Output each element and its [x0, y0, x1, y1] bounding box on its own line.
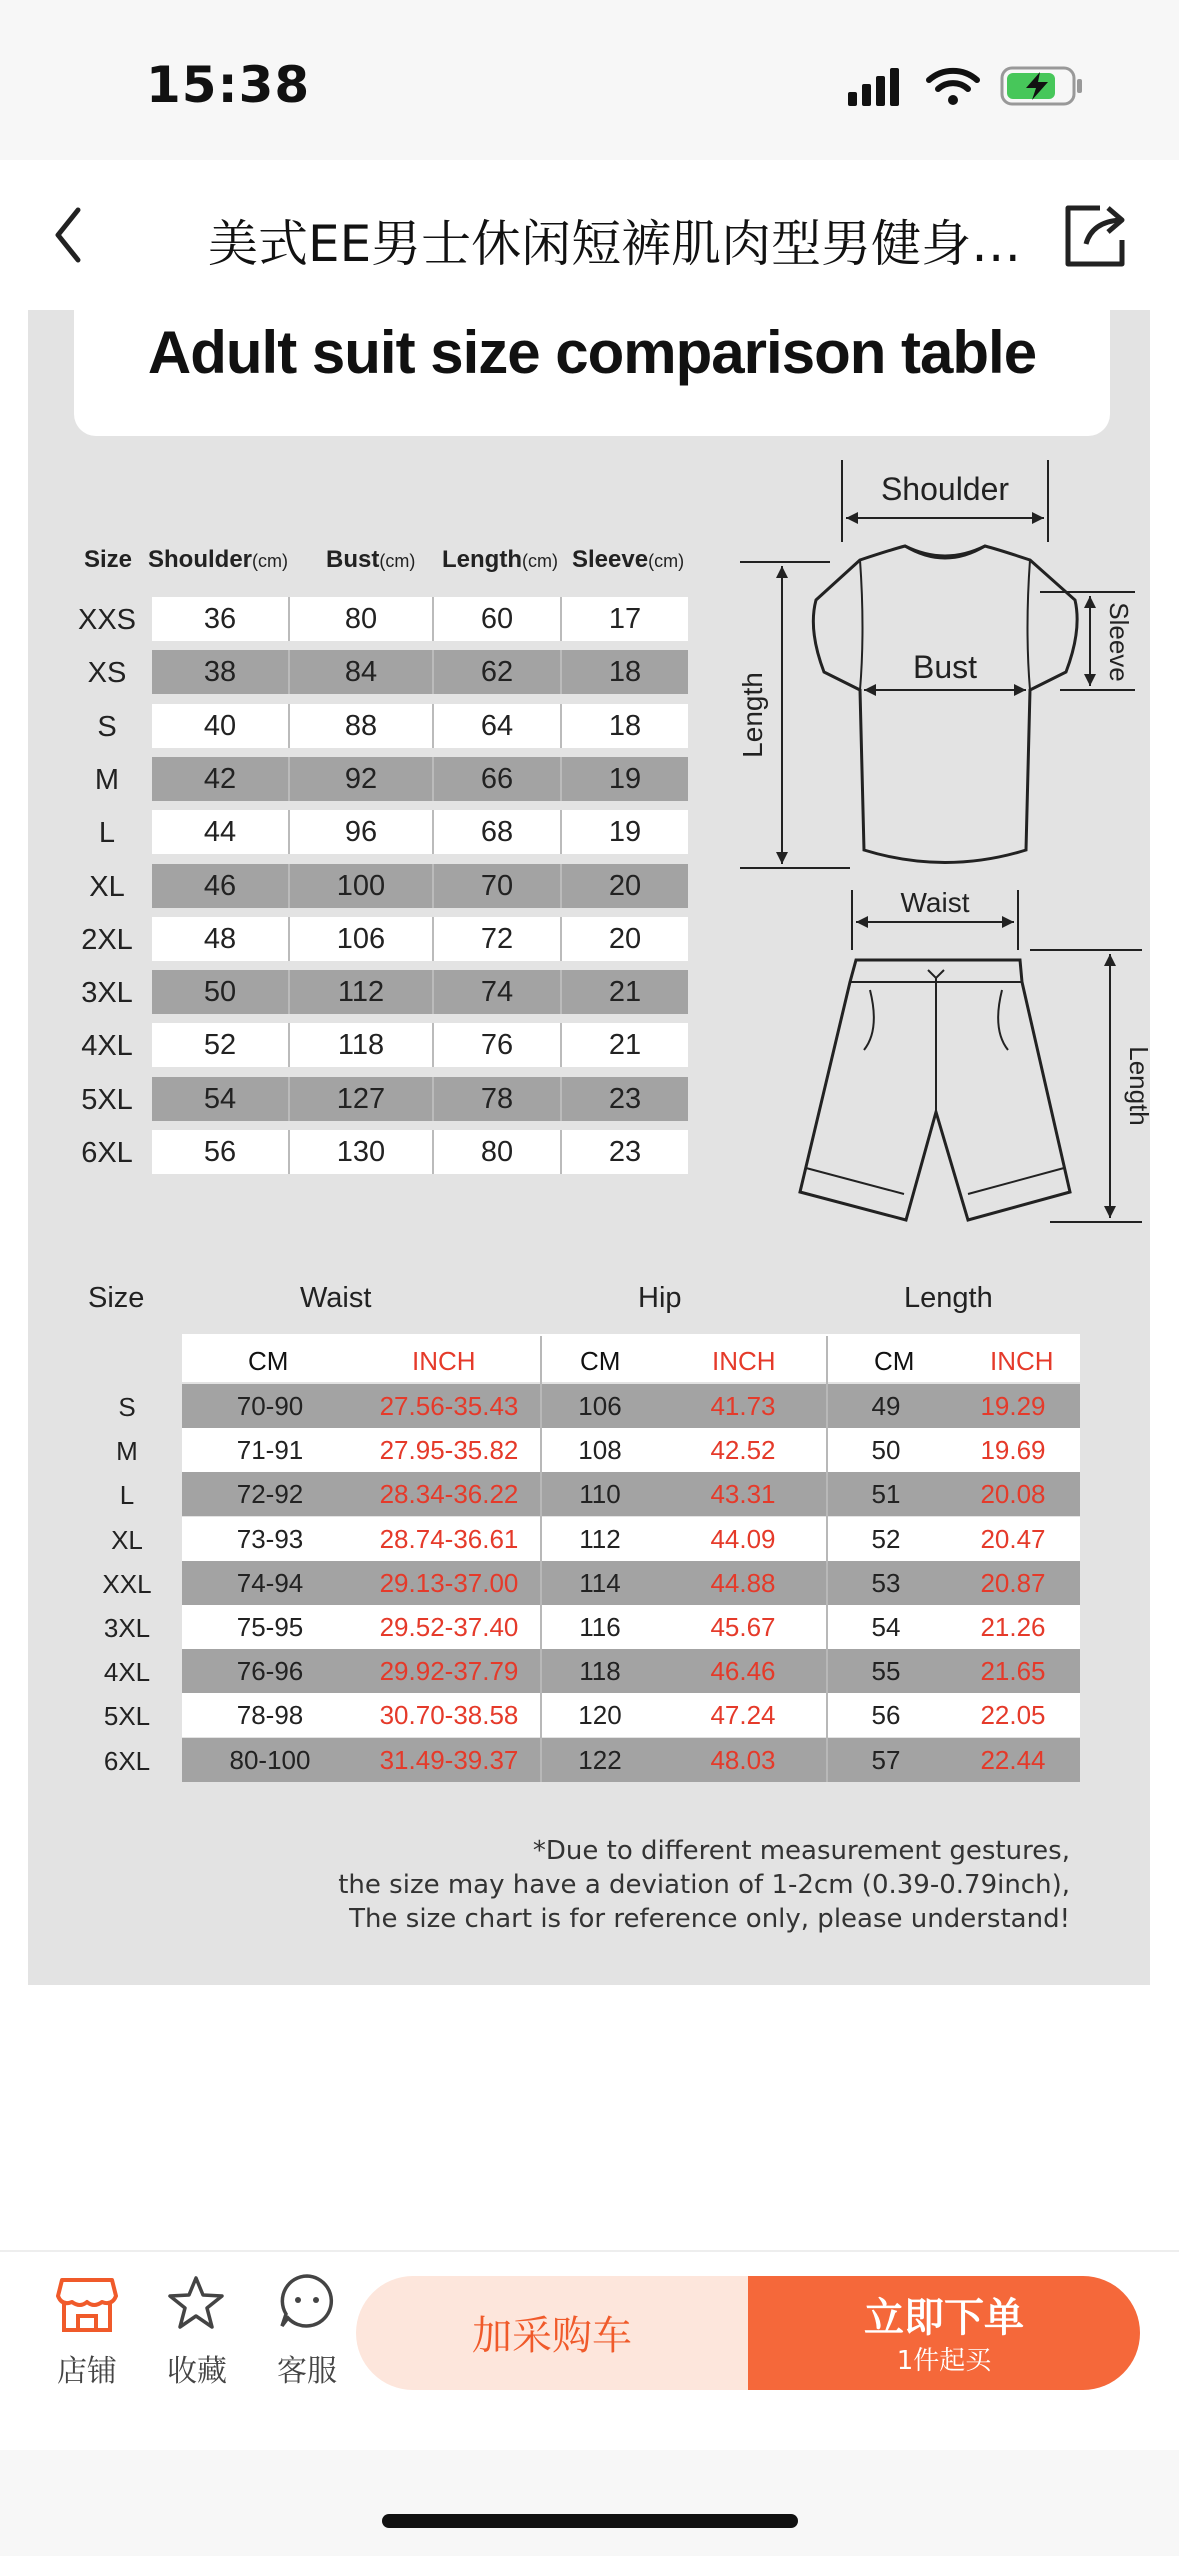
t2-cell-len-in: 20.47 [980, 1524, 1046, 1554]
t2-cell-waist-cm: 78-98 [236, 1700, 304, 1730]
t2-cell-hip-in: 48.03 [710, 1745, 776, 1775]
t1-table-row [152, 597, 688, 641]
t2-cell-len-cm: 53 [871, 1568, 901, 1598]
t2-unit-row [182, 1334, 1080, 1382]
t1-cell-bust: 100 [290, 864, 434, 908]
t1-cell-shoulder: 48 [152, 917, 290, 961]
t2-cell-len-cm: 49 [871, 1391, 901, 1421]
t1-cell-sleeve: 23 [608, 1136, 642, 1168]
t1-cell-bust: 92 [290, 757, 434, 801]
t2-cell-waist-cm: 80-100 [229, 1745, 311, 1775]
diagram-bust-label: Bust [912, 649, 978, 685]
t2-table-row [182, 1517, 1080, 1561]
t2-divider-1 [540, 1336, 542, 1782]
t2-unit-waist-cm: CM [248, 1346, 289, 1376]
t1-cell-shoulder: 56 [152, 1130, 290, 1174]
diagram-shirt-length-label: Length [737, 672, 768, 758]
share-icon[interactable] [1060, 200, 1130, 270]
t1-cell-shoulder: 42 [152, 757, 290, 801]
t1-cell-sleeve: 18 [608, 656, 642, 688]
service-label[interactable]: 客服 [277, 2354, 337, 2389]
t2-size-label: 5XL [103, 1701, 151, 1731]
t1-cell-length: 72 [434, 917, 562, 961]
t1-cell-bust: 127 [290, 1077, 434, 1121]
t1-cell-bust: 106 [290, 917, 434, 961]
t1-cell-sleeve: 20 [608, 870, 642, 902]
t1-cell-length: 68 [434, 810, 562, 854]
t2-table-row [182, 1738, 1080, 1782]
t2-cell-len-cm: 55 [871, 1656, 901, 1686]
signal-icon [846, 66, 910, 110]
t1-table-row [152, 864, 688, 908]
t2-unit-hip-cm: CM [580, 1346, 621, 1376]
t1-cell-sleeve: 17 [608, 603, 642, 635]
t2-cell-waist-in: 28.34-36.22 [379, 1479, 519, 1509]
t2-cell-hip-cm: 122 [578, 1745, 622, 1775]
t2-cell-hip-cm: 116 [579, 1612, 621, 1642]
t1-cell-sleeve: 21 [608, 976, 642, 1008]
t2-unit-length-inch: INCH [990, 1346, 1054, 1376]
t2-cell-len-cm: 51 [871, 1479, 901, 1509]
t2-cell-hip-in: 47.24 [710, 1700, 776, 1730]
t2-cell-waist-in: 29.92-37.79 [379, 1656, 519, 1686]
t2-cell-waist-cm: 76-96 [236, 1656, 304, 1686]
t2-cell-len-cm: 52 [871, 1524, 901, 1554]
t2-table-row [182, 1428, 1080, 1472]
t2-cell-len-cm: 54 [871, 1612, 901, 1642]
t1-table-row [152, 810, 688, 854]
t1-cell-sleeve: 19 [608, 763, 642, 795]
t1-header-length: Length(cm) [442, 546, 558, 573]
t1-cell-bust: 118 [290, 1023, 434, 1067]
back-chevron-icon[interactable] [48, 200, 88, 270]
t2-cell-waist-in: 31.49-39.37 [379, 1745, 519, 1775]
t2-table-row [182, 1561, 1080, 1605]
t2-cell-waist-in: 27.95-35.82 [379, 1435, 519, 1465]
t1-header-size: Size [84, 546, 133, 573]
t1-table-row [152, 1130, 688, 1174]
t2-cell-hip-cm: 112 [579, 1524, 621, 1554]
t2-divider-2 [826, 1336, 828, 1782]
t1-size-label: L [98, 817, 116, 849]
t2-cell-len-in: 22.05 [980, 1700, 1046, 1730]
t1-header-shoulder: Shoulder(cm) [148, 546, 288, 573]
t2-cell-len-cm: 56 [871, 1700, 901, 1730]
t1-cell-length: 62 [434, 650, 562, 694]
diagram-sleeve-label: Sleeve [1104, 602, 1134, 682]
t1-cell-shoulder: 46 [152, 864, 290, 908]
favorite-label[interactable]: 收藏 [167, 2354, 227, 2389]
t1-cell-length: 76 [434, 1023, 562, 1067]
t1-cell-shoulder: 52 [152, 1023, 290, 1067]
t1-cell-shoulder: 54 [152, 1077, 290, 1121]
t1-cell-sleeve: 19 [608, 816, 642, 848]
t1-size-label: XL [89, 871, 125, 903]
t2-cell-len-in: 19.69 [980, 1435, 1046, 1465]
t2-size-label: 3XL [103, 1613, 151, 1643]
t2-cell-waist-cm: 71-91 [236, 1435, 304, 1465]
t1-cell-length: 74 [434, 970, 562, 1014]
t2-size-label: S [118, 1392, 136, 1422]
t2-size-label: 4XL [103, 1657, 151, 1687]
t2-cell-hip-cm: 106 [578, 1391, 622, 1421]
home-indicator[interactable] [382, 2514, 798, 2528]
t1-size-label: 3XL [81, 977, 133, 1009]
t2-cell-hip-in: 41.73 [710, 1391, 776, 1421]
t2-cell-waist-in: 30.70-38.58 [379, 1700, 519, 1730]
add-to-cart-label[interactable]: 加采购车 [472, 2313, 632, 2359]
garment-diagram [730, 450, 1154, 1240]
t2-table-row [182, 1472, 1080, 1516]
t1-size-label: S [97, 711, 117, 743]
t2-cell-hip-in: 42.52 [710, 1435, 776, 1465]
status-time: 15:38 [146, 56, 311, 114]
size-note-line-3: The size chart is for reference only, please understand! [349, 1904, 1070, 1934]
t1-cell-bust: 88 [290, 704, 434, 748]
t1-table-row [152, 917, 688, 961]
t2-table-row [182, 1605, 1080, 1649]
t2-cell-hip-cm: 120 [578, 1700, 622, 1730]
page-title: 美式EE男士休闲短裤肌肉型男健身… [208, 215, 1022, 273]
t2-cell-hip-in: 46.46 [710, 1656, 776, 1686]
t2-header-length: Length [904, 1282, 993, 1314]
t2-cell-hip-cm: 118 [579, 1656, 621, 1686]
t1-table-row [152, 1023, 688, 1067]
t1-cell-length: 66 [434, 757, 562, 801]
t2-header-waist: Waist [300, 1282, 372, 1314]
t2-unit-waist-inch: INCH [412, 1346, 476, 1376]
t2-table-row [182, 1693, 1080, 1737]
t2-header-size: Size [88, 1282, 145, 1314]
chat-icon[interactable] [278, 2272, 336, 2330]
shop-label[interactable]: 店铺 [57, 2354, 117, 2389]
t2-table-row [182, 1384, 1080, 1428]
t2-size-label: M [116, 1436, 138, 1466]
t1-cell-bust: 96 [290, 810, 434, 854]
t2-cell-hip-cm: 110 [579, 1479, 621, 1509]
t1-size-label: 2XL [81, 924, 133, 956]
t2-size-label: L [119, 1480, 135, 1510]
t2-cell-waist-cm: 72-92 [236, 1479, 304, 1509]
t1-table-row [152, 704, 688, 748]
t2-cell-waist-in: 28.74-36.61 [379, 1524, 519, 1554]
t2-cell-waist-in: 27.56-35.43 [379, 1391, 519, 1421]
t2-cell-waist-in: 29.52-37.40 [379, 1612, 519, 1642]
t1-cell-sleeve: 21 [608, 1029, 642, 1061]
shop-icon[interactable] [56, 2276, 118, 2334]
diagram-shoulder-label: Shoulder [880, 471, 1010, 507]
t1-cell-bust: 80 [290, 597, 434, 641]
t2-cell-len-in: 21.26 [980, 1612, 1046, 1642]
t1-header-bust: Bust(cm) [326, 546, 416, 573]
t2-size-label: XXL [102, 1569, 152, 1599]
t2-cell-len-in: 21.65 [980, 1656, 1046, 1686]
buy-now-label[interactable]: 立即下单 [864, 2295, 1024, 2341]
battery-charging-icon [1000, 64, 1084, 108]
t2-cell-hip-in: 44.09 [710, 1524, 776, 1554]
t2-cell-waist-cm: 75-95 [236, 1612, 304, 1642]
size-note-line-1: *Due to different measurement gestures, [532, 1836, 1070, 1866]
t1-cell-shoulder: 36 [152, 597, 290, 641]
t1-cell-length: 64 [434, 704, 562, 748]
t1-size-label: 4XL [81, 1030, 133, 1062]
t2-cell-hip-in: 43.31 [710, 1479, 776, 1509]
t1-cell-bust: 130 [290, 1130, 434, 1174]
star-icon[interactable] [166, 2274, 226, 2332]
t1-cell-length: 80 [434, 1130, 562, 1174]
t2-cell-len-in: 20.87 [980, 1568, 1046, 1598]
t2-cell-len-in: 19.29 [980, 1391, 1046, 1421]
t1-size-label: 5XL [81, 1084, 133, 1116]
diagram-pants-length-label: Length [1124, 1046, 1154, 1126]
t1-table-row [152, 1077, 688, 1121]
t1-cell-shoulder: 44 [152, 810, 290, 854]
t2-cell-len-in: 20.08 [980, 1479, 1046, 1509]
t2-cell-len-cm: 57 [871, 1745, 901, 1775]
t1-table-row [152, 970, 688, 1014]
t1-cell-length: 78 [434, 1077, 562, 1121]
t2-size-label: 6XL [103, 1746, 151, 1776]
size-note-line-2: the size may have a deviation of 1-2cm (0.39-0.79inch), [338, 1870, 1070, 1900]
t2-unit-hip-inch: INCH [712, 1346, 776, 1376]
size-chart-title: Adult suit size comparison table [147, 319, 1037, 386]
t1-size-label: XXS [77, 604, 137, 636]
t1-cell-shoulder: 50 [152, 970, 290, 1014]
t2-cell-waist-cm: 73-93 [236, 1524, 304, 1554]
t2-cell-hip-cm: 114 [579, 1568, 621, 1598]
t1-cell-sleeve: 18 [608, 710, 642, 742]
t1-table-row [152, 757, 688, 801]
t2-cell-hip-in: 44.88 [710, 1568, 776, 1598]
t2-cell-waist-in: 29.13-37.00 [379, 1568, 519, 1598]
t1-cell-bust: 84 [290, 650, 434, 694]
t1-size-label: XS [87, 657, 127, 689]
t1-table-row [152, 650, 688, 694]
t1-cell-bust: 112 [290, 970, 434, 1014]
t2-table-row [182, 1649, 1080, 1693]
t1-size-label: M [94, 764, 120, 796]
t1-cell-sleeve: 23 [608, 1083, 642, 1115]
t1-header-sleeve: Sleeve(cm) [572, 546, 685, 573]
t2-cell-hip-in: 45.67 [710, 1612, 776, 1642]
home-indicator-area [0, 2450, 1179, 2556]
buy-now-sublabel[interactable]: 1件起买 [896, 2346, 992, 2376]
t2-cell-len-in: 22.44 [980, 1745, 1046, 1775]
t2-unit-length-cm: CM [874, 1346, 915, 1376]
t2-cell-hip-cm: 108 [578, 1435, 622, 1465]
t1-cell-shoulder: 38 [152, 650, 290, 694]
wifi-icon [925, 64, 981, 108]
t1-cell-shoulder: 40 [152, 704, 290, 748]
t1-size-label: 6XL [81, 1137, 133, 1169]
t1-cell-sleeve: 20 [608, 923, 642, 955]
t2-size-label: XL [111, 1525, 143, 1555]
t2-header-hip: Hip [638, 1282, 682, 1314]
t2-cell-waist-cm: 74-94 [236, 1568, 304, 1598]
t2-cell-waist-cm: 70-90 [236, 1391, 304, 1421]
t1-cell-length: 70 [434, 864, 562, 908]
diagram-waist-label: Waist [900, 887, 970, 918]
t2-cell-len-cm: 50 [871, 1435, 901, 1465]
t1-cell-length: 60 [434, 597, 562, 641]
